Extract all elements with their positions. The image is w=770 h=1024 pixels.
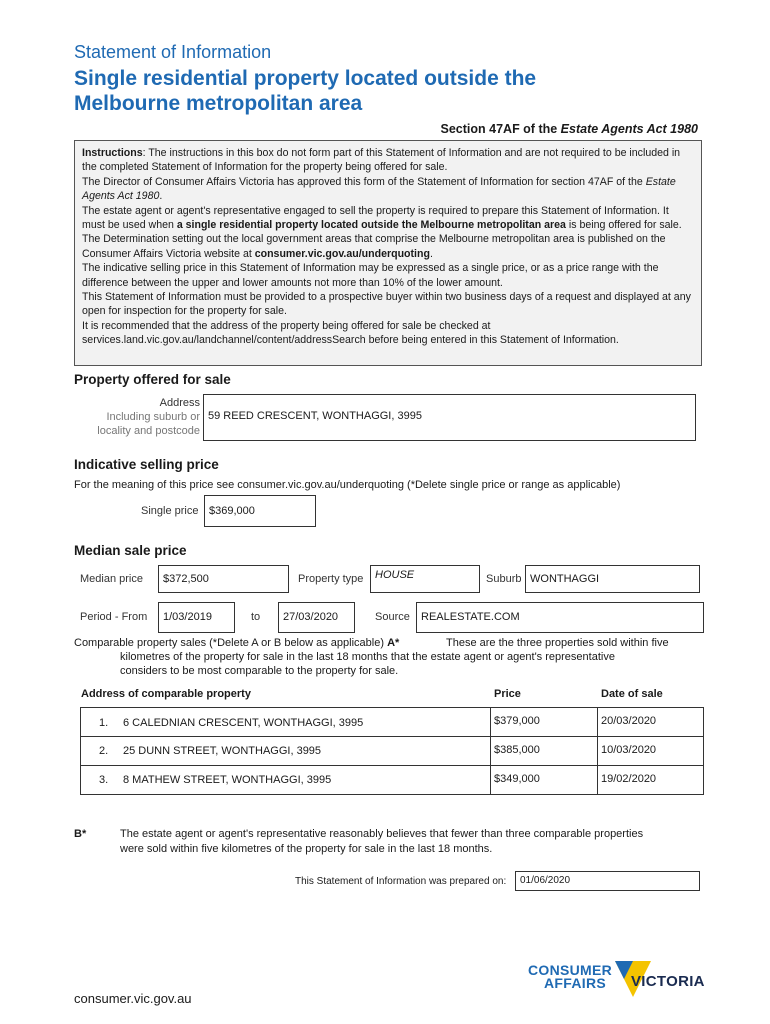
row-number: 1. [99, 717, 109, 729]
option-a-label: A* [387, 637, 400, 649]
row-number: 3. [99, 774, 109, 786]
period-from-field[interactable]: 1/03/2019 [158, 602, 235, 633]
option-a-text-2: kilometres of the property for sale in the last 18 months that the estate agent or agent's representative [120, 651, 615, 663]
comparable-intro [74, 637, 399, 649]
instructions-p3b: is being offered for sale. The Determination setting out the local government areas that comprise the Melbourne metropolitan area is published on the Consumer Affairs Victoria website at [82, 219, 682, 260]
comparable-date[interactable]: 20/03/2020 [601, 715, 657, 727]
property-heading: Property offered for sale [74, 372, 231, 387]
single-price-field[interactable]: $369,000 [204, 495, 316, 527]
comparable-price[interactable]: $379,000 [494, 715, 540, 727]
comparable-row [80, 736, 704, 766]
option-b-label: B* [74, 828, 87, 840]
form-type-label: Statement of Information [74, 42, 272, 62]
option-a-text-1: These are the three properties sold within five [446, 637, 669, 649]
instructions-heading: Instructions [82, 147, 143, 159]
underquoting-link[interactable]: consumer.vic.gov.au/underquoting [254, 247, 430, 260]
instructions-p1: : The instructions in this box do not form part of this Statement of Information and are not required to be included in the completed Statement of Information for the property being offered for sale. [82, 147, 681, 174]
col-price-header: Price [494, 688, 521, 700]
comparable-date[interactable]: 19/02/2020 [601, 773, 657, 785]
instructions-p3-bold: a single residential property located outside the Melbourne metropolitan area [176, 219, 566, 232]
suburb-field[interactable]: WONTHAGGI [525, 565, 700, 593]
option-b-text-2: were sold within five kilometres of the property for sale in the last 18 months. [120, 843, 493, 855]
instructions-p5: This Statement of Information must be provided to a prospective buyer within two business days of a request and displayed at any open for inspection for the property for sale. [82, 291, 691, 318]
label-address: Address [159, 397, 200, 409]
source-field[interactable]: REALESTATE.COM [416, 602, 704, 633]
page-title [74, 66, 694, 116]
comparable-date[interactable]: 10/03/2020 [601, 744, 657, 756]
label-suburb: Including suburb or [106, 411, 200, 423]
logo-victoria: VICTORIA [631, 973, 705, 990]
property-type-field[interactable]: HOUSE [370, 565, 480, 593]
prepared-on-label: This Statement of Information was prepared on: [295, 876, 507, 887]
property-type-label: Property type [298, 573, 364, 585]
option-a-text-3: considers to be most comparable to the property for sale. [120, 665, 399, 677]
instructions-p3: The estate agent or agent's representative engaged to sell the property is required to prepare this Statement of Information. It must be used when [82, 204, 669, 232]
comparable-address[interactable]: 25 DUNN STREET, WONTHAGGI, 3995 [123, 745, 322, 757]
period-to-label: to [251, 611, 261, 623]
logo-line-2: AFFAIRS [544, 975, 606, 991]
median-heading: Median sale price [74, 543, 187, 558]
row-number: 2. [99, 745, 109, 757]
median-price-label: Median price [80, 573, 143, 585]
comparable-row [80, 765, 704, 795]
property-address-field[interactable]: 59 REED CRESCENT, WONTHAGGI, 3995 [203, 394, 696, 441]
median-price-field[interactable]: $372,500 [158, 565, 289, 593]
col-date-header: Date of sale [601, 688, 663, 700]
comparable-intro-text: Comparable property sales (*Delete A or B below as applicable) [74, 637, 384, 649]
property-address-label [97, 396, 200, 438]
indicative-heading: Indicative selling price [74, 457, 219, 472]
option-b-text-1: The estate agent or agent's representative reasonably believes that fewer than three comparable properties [120, 828, 644, 840]
section-reference [441, 122, 698, 136]
section-act: Estate Agents Act 1980 [560, 122, 698, 136]
label-locality: locality and postcode [97, 425, 200, 437]
title-line-1: Single residential property located outside the [74, 67, 537, 90]
comparable-price[interactable]: $349,000 [494, 773, 540, 785]
logo-line-1: CONSUMER [528, 962, 613, 978]
comparable-address[interactable]: 8 MATHEW STREET, WONTHAGGI, 3995 [123, 774, 332, 786]
period-to-field[interactable]: 27/03/2020 [278, 602, 355, 633]
section-prefix: Section 47AF of the [440, 122, 561, 136]
instructions-p2: The Director of Consumer Affairs Victoria has approved this form of the Statement of Information for section 47AF of the [82, 175, 646, 188]
prepared-on-date-field[interactable]: 01/06/2020 [515, 871, 700, 891]
instructions-p4: The indicative selling price in this Statement of Information may be expressed as a single price, or as a price range with the difference between the upper and lower amounts not more than 10% of the lower amount. [82, 262, 659, 289]
instructions-p6: It is recommended that the address of the property being offered for sale be checked at services.land.vic.gov.au/landchannel/content/addressSearch before being entered in this Statement of Information. [82, 319, 619, 347]
comparable-row [80, 707, 704, 737]
col-address-header: Address of comparable property [81, 688, 251, 700]
indicative-note: For the meaning of this price see consumer.vic.gov.au/underquoting (*Delete single price or range as applicable) [74, 479, 621, 491]
suburb-label: Suburb [486, 573, 522, 585]
period-from-label: Period - From [80, 611, 148, 623]
instructions-box [74, 140, 702, 366]
consumer-affairs-victoria-logo [528, 959, 703, 999]
comparable-price[interactable]: $385,000 [494, 744, 540, 756]
title-line-2: Melbourne metropolitan area [74, 92, 363, 115]
instructions-p2-end: . [159, 190, 163, 203]
single-price-label: Single price [141, 505, 199, 517]
footer-url[interactable]: consumer.vic.gov.au [74, 991, 192, 1006]
instructions-p3-end: . [429, 247, 433, 260]
instructions-p2-act: Estate Agents Act 1980 [82, 175, 676, 203]
comparable-address[interactable]: 6 CALEDNIAN CRESCENT, WONTHAGGI, 3995 [123, 717, 364, 729]
source-label: Source [375, 611, 410, 623]
